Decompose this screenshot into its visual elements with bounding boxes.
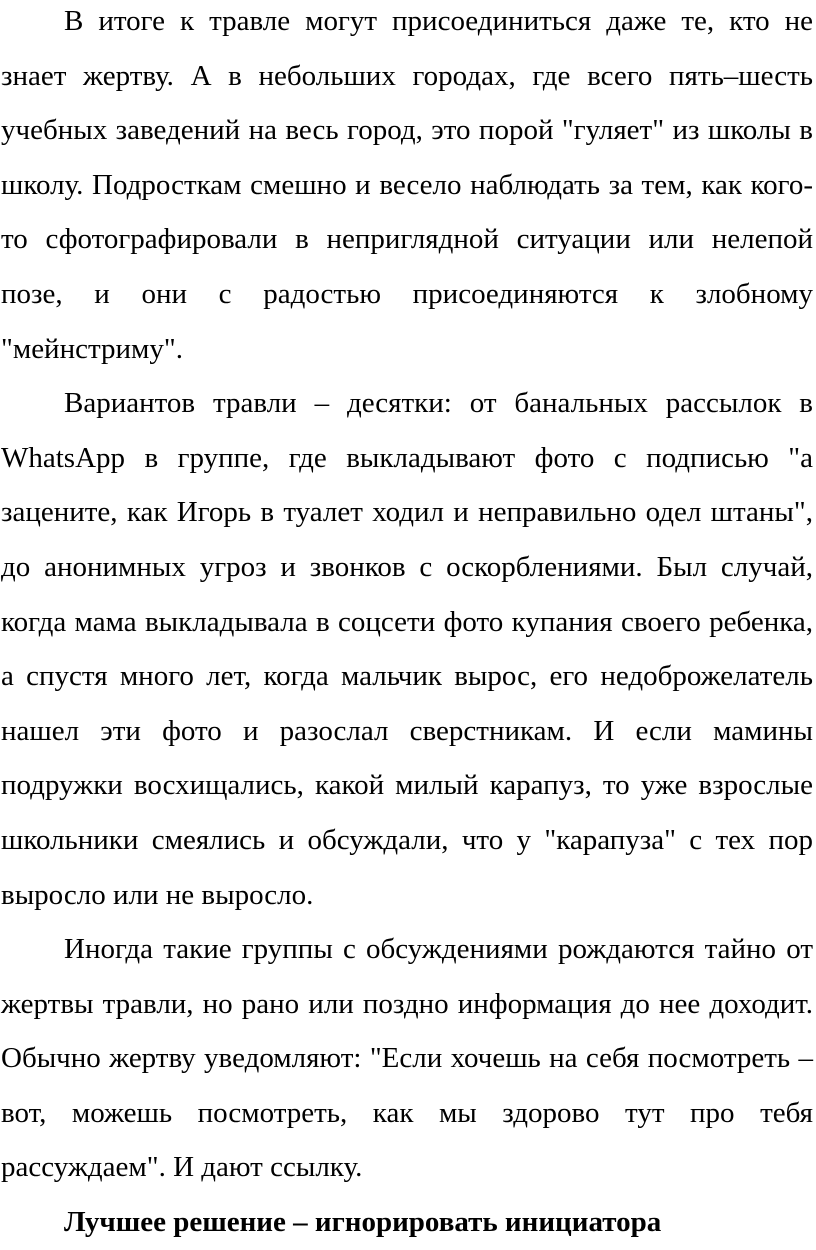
paragraph-3: Иногда такие группы с обсуждениями рождаются тайно от жертвы травли, но рано или поздно информация до нее доходит. Обычно жертву уведомляют: "Если хочешь на себя посмотреть – вот, можешь посмотреть, как мы здорово тут про тебя рассуждаем". И дают ссылку. — [1, 933, 813, 1184]
section-heading: Лучшее решение – игнорировать инициатора — [64, 1206, 662, 1239]
paragraph-2: Вариантов травли – десятки: от банальных рассылок в WhatsApp в группе, где выкладывают фото с подписью "а зацените, как Игорь в туалет ходил и неправильно одел штаны", до анонимных угроз и звонков с оскорблениями. Был случай, когда мама выкладывала в соцсети фото купания своего ребенка, а спустя много лет, когда мальчик вырос, его недоброжелатель нашел эти фото и разослал сверстникам. И если мамины подружки восхищались, какой милый карапуз, то уже взрослые школьники смеялись и обсуждали, что у "карапуза" с тех пор выросло или не выросло. — [1, 387, 813, 911]
paragraph-1: В итоге к травле могут присоединиться даже те, кто не знает жертву. А в небольших городах, где всего пять–шесть учебных заведений на весь город, это порой "гуляет" из школы в школу. Подросткам смешно и весело наблюдать за тем, как кого-то сфотографировали в неприглядной ситуации или нелепой позе, и они с радостью присоединяются к злобному "мейнстриму". — [1, 5, 813, 365]
